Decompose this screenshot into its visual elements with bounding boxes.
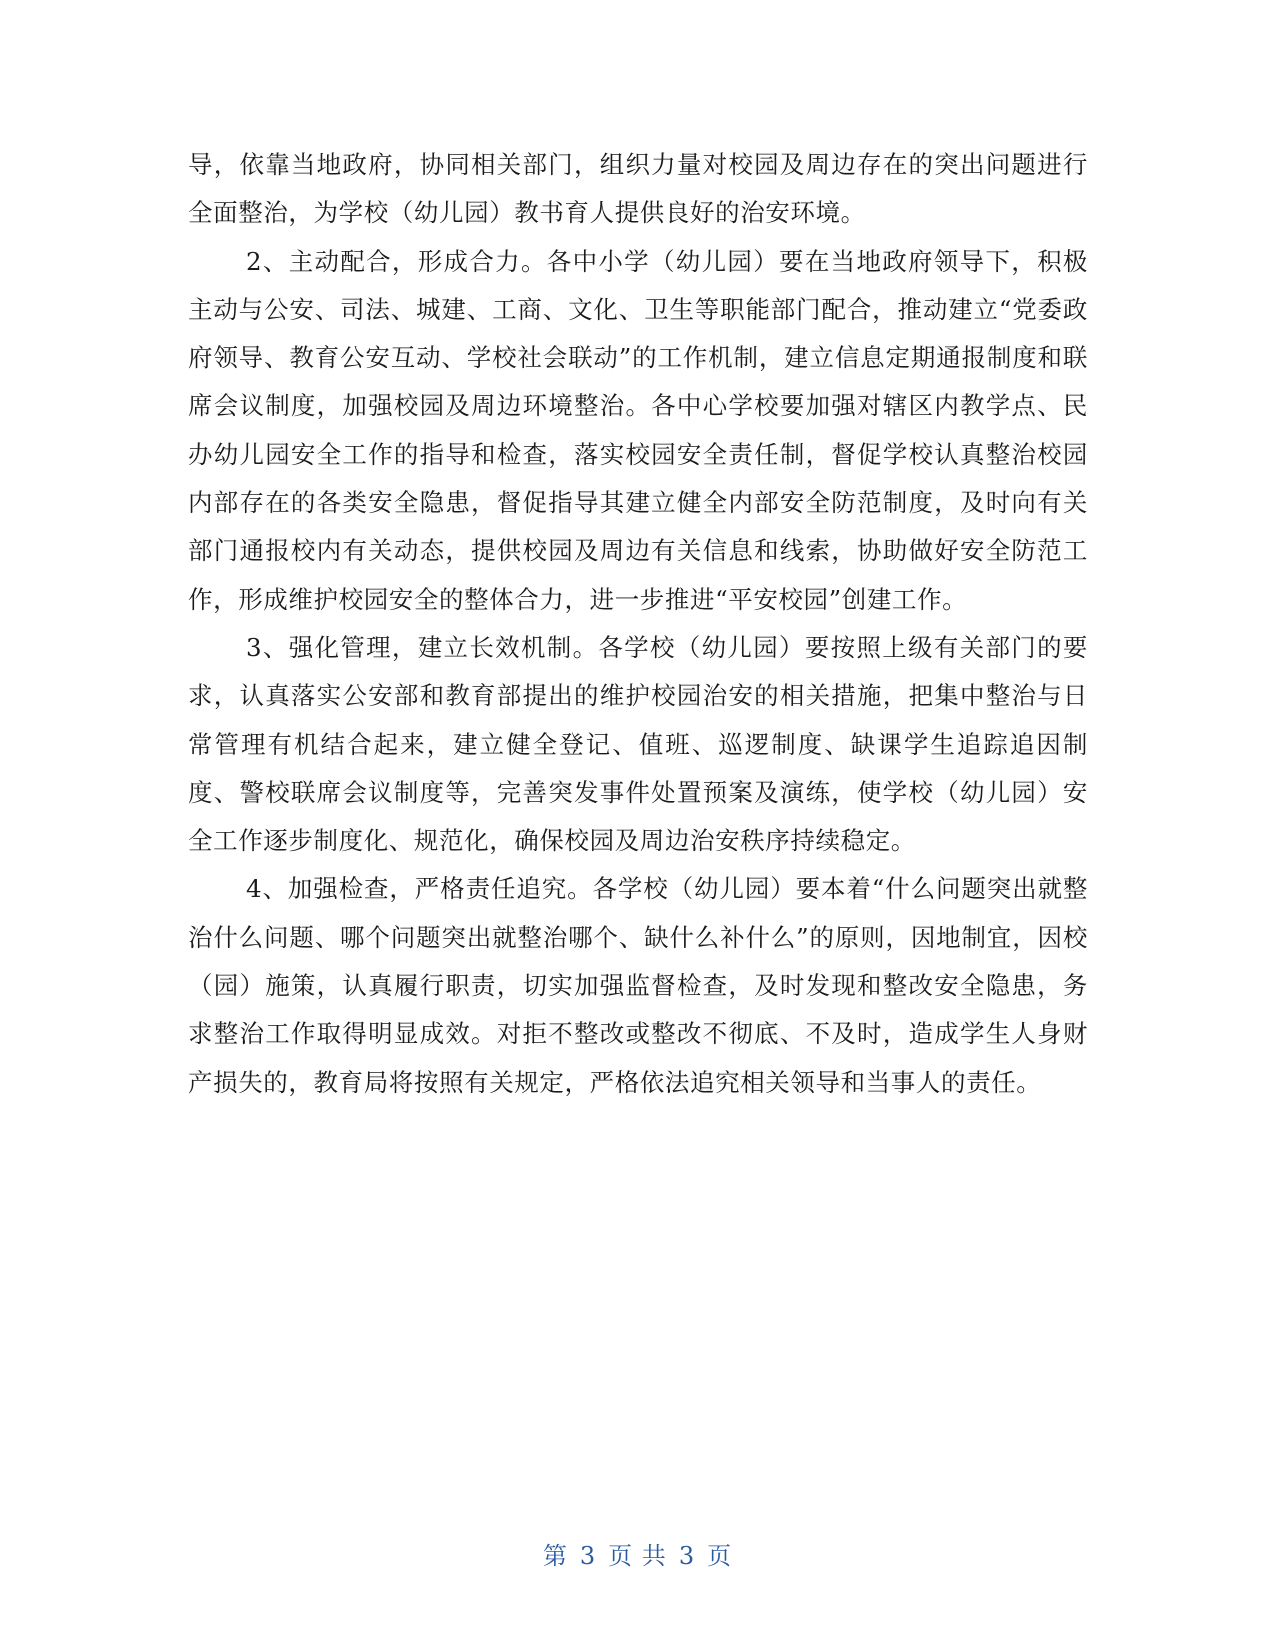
footer-suffix: 页 bbox=[707, 1542, 733, 1570]
footer-total-pages: 3 bbox=[678, 1542, 696, 1570]
paragraph-item-2: 2、主动配合，形成合力。各中小学（幼儿园）要在当地政府领导下，积极主动与公安、司法、城建、工商、文化、卫生等职能部门配合，推动建立“党委政府领导、教育公安互动、学校社会联动”的工作机制，建立信息定期通报制度和联席会议制度，加强校园及周边环境整治。各中心学校要加强对辖区内教学点、民办幼儿园安全工作的指导和检查，落实校园安全责任制，督促学校认真整治校园内部存在的各类安全隐患，督促指导其建立健全内部安全防范制度，及时向有关部门通报校内有关动态，提供校园及周边有关信息和线索，协助做好安全防范工作，形成维护校园安全的整体合力，进一步推进“平安校园”创建工作。 bbox=[188, 246, 1088, 614]
footer-middle: 页 共 bbox=[608, 1542, 667, 1570]
paragraph-item-3: 3、强化管理，建立长效机制。各学校（幼儿园）要按照上级有关部门的要求，认真落实公安部和教育部提出的维护校园治安的相关措施，把集中整治与日常管理有机结合起来，建立健全登记、值班、巡逻制度、缺课学生追踪追因制度、警校联席会议制度等，完善突发事件处置预案及演练，使学校（幼儿园）安全工作逐步制度化、规范化，确保校园及周边治安秩序持续稳定。 bbox=[188, 632, 1088, 856]
footer-prefix: 第 bbox=[542, 1542, 568, 1570]
page-footer bbox=[0, 1541, 1275, 1571]
footer-current-page: 3 bbox=[579, 1542, 597, 1570]
document-body bbox=[188, 141, 1088, 1107]
paragraph-item-4: 4、加强检查，严格责任追究。各学校（幼儿园）要本着“什么问题突出就整治什么问题、哪个问题突出就整治哪个、缺什么补什么”的原则，因地制宜，因校（园）施策，认真履行职责，切实加强监督检查，及时发现和整改安全隐患，务求整治工作取得明显成效。对拒不整改或整改不彻底、不及时，造成学生人身财产损失的，教育局将按照有关规定，严格依法追究相关领导和当事人的责任。 bbox=[188, 874, 1088, 1097]
paragraph-continuation: 导，依靠当地政府，协同相关部门，组织力量对校园及周边存在的突出问题进行全面整治，为学校（幼儿园）教书育人提供良好的治安环境。 bbox=[188, 150, 1088, 228]
